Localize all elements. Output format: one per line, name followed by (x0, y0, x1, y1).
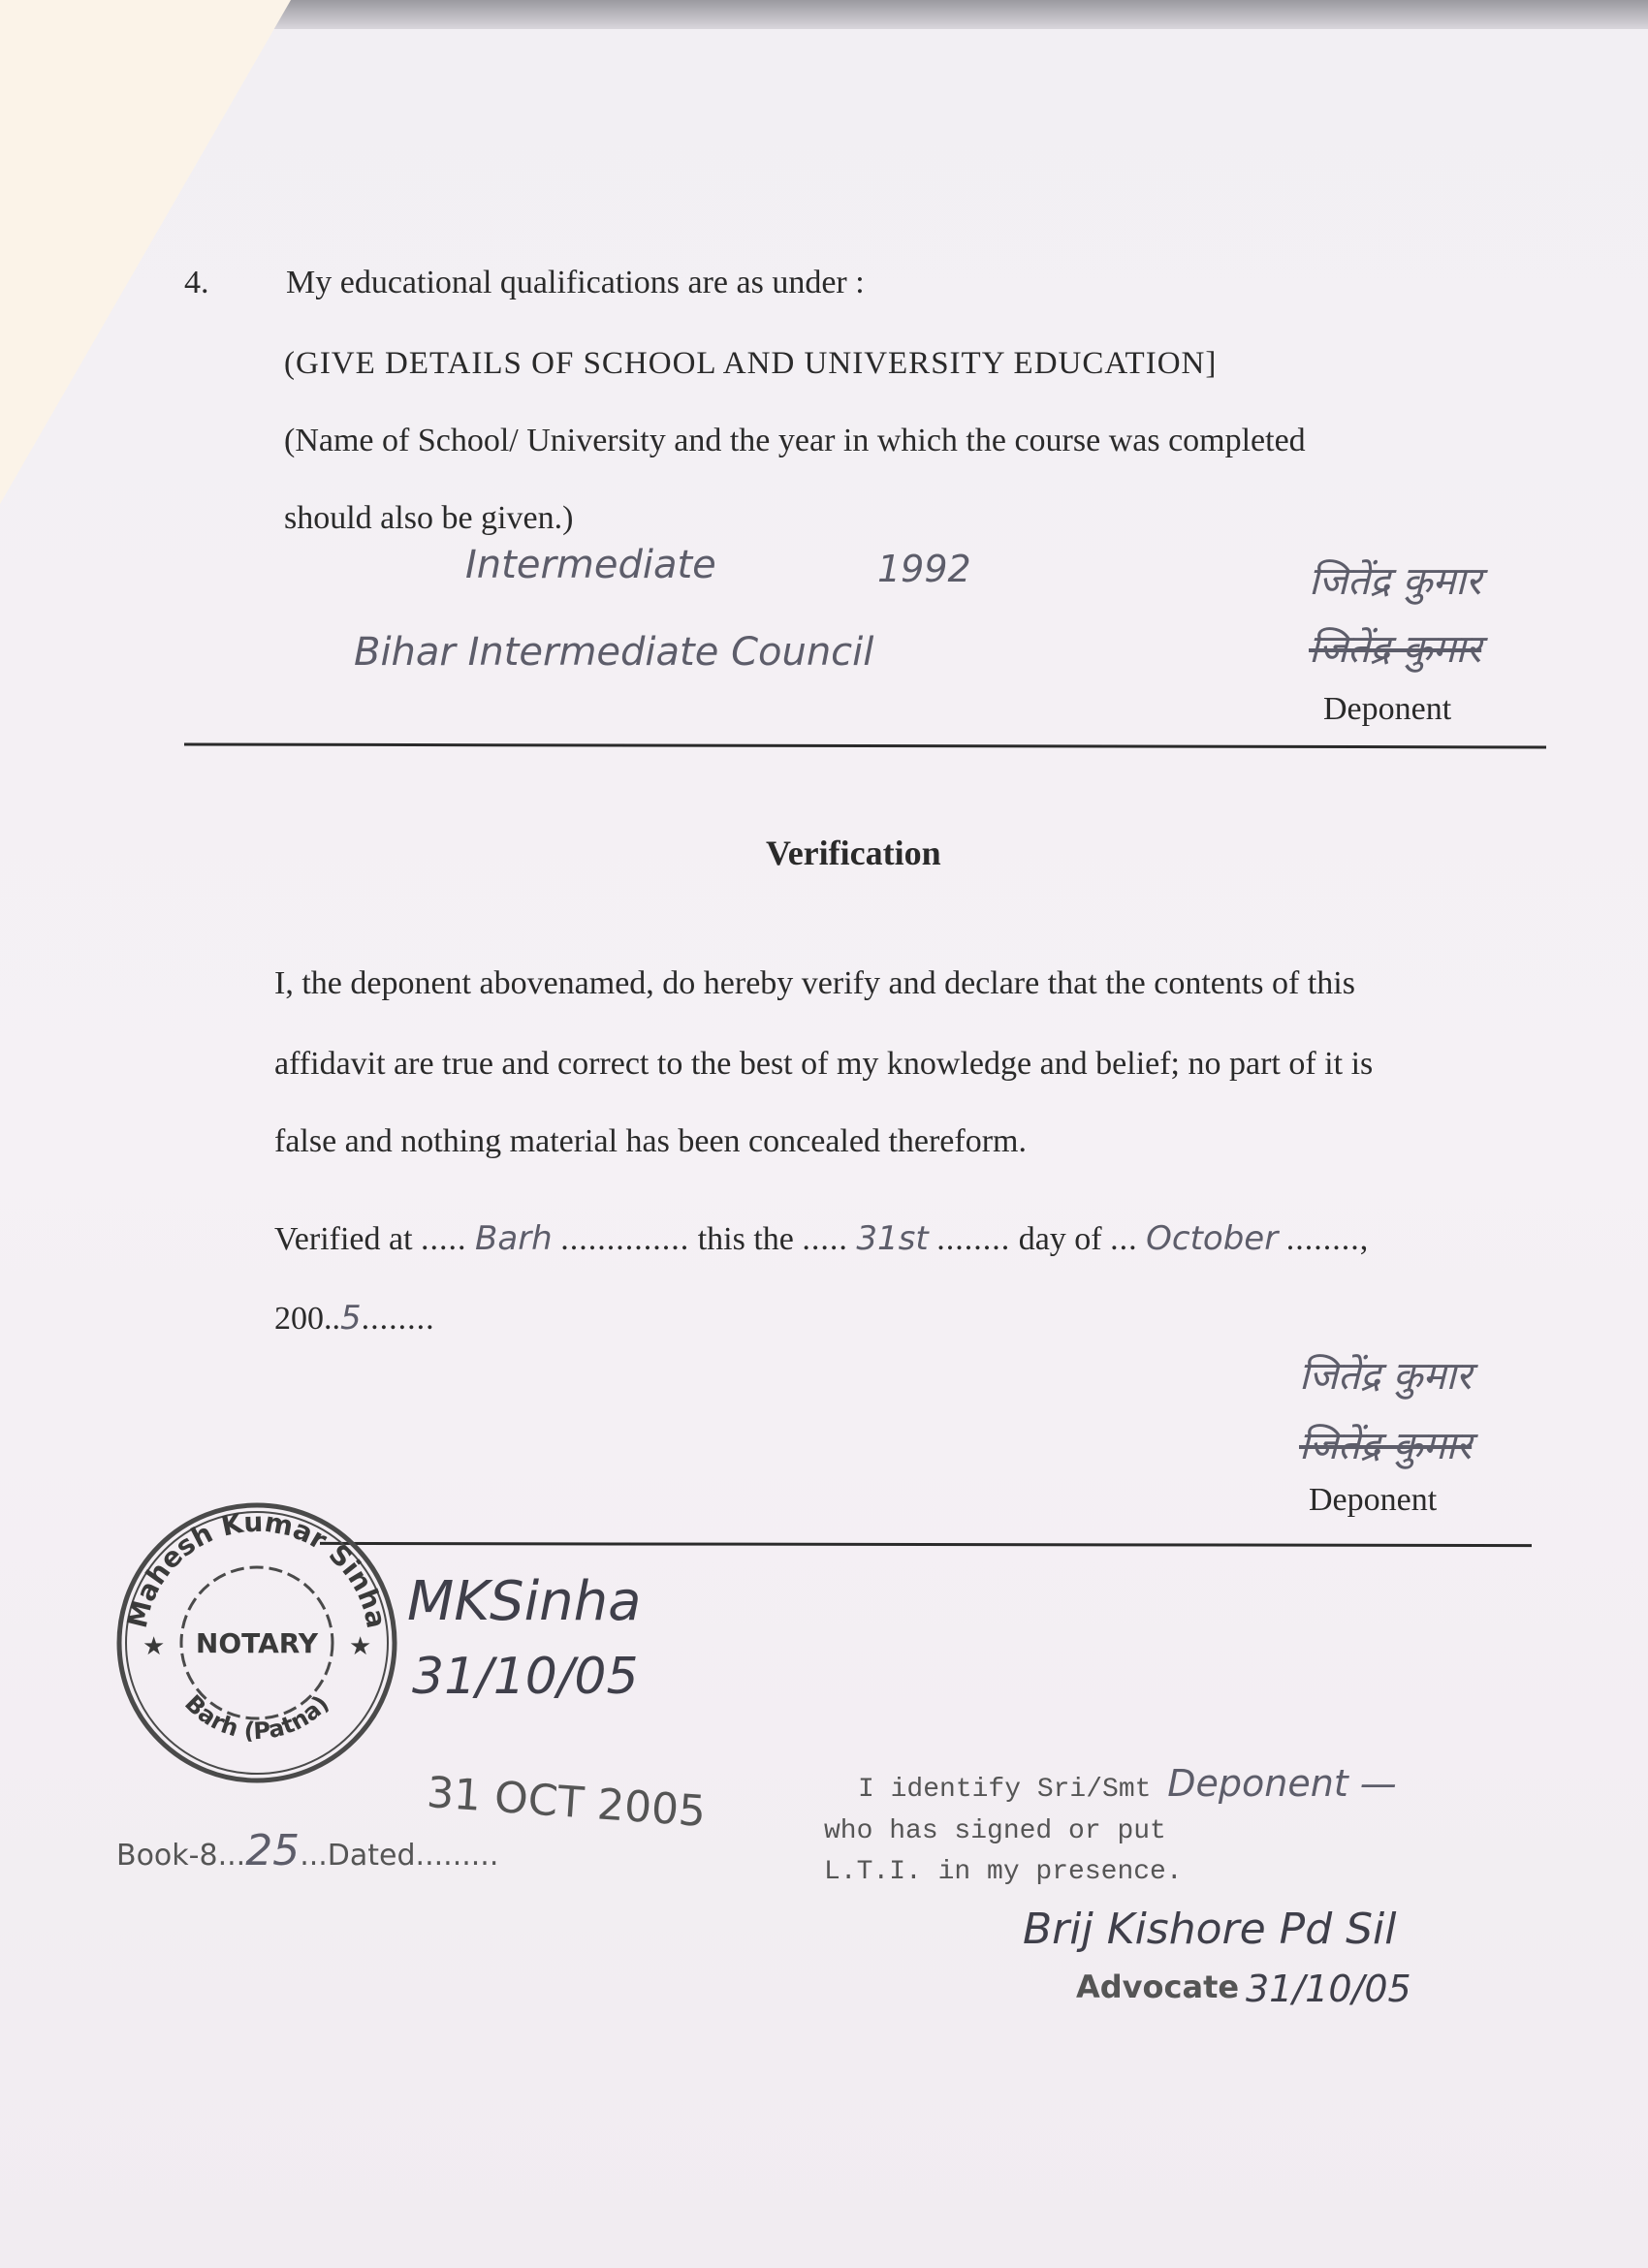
notary-seal (111, 1497, 402, 1788)
signature-3: जितेंद्र कुमार (1299, 1354, 1473, 1399)
verified-at-dots-2: .............. (560, 1221, 690, 1257)
seal-name: Mahesh Kumar Sinha (120, 1505, 394, 1631)
star-right-icon: ★ (349, 1632, 372, 1661)
advocate-signature: Brij Kishore Pd Sil (1023, 1905, 1397, 1954)
day-dots-2: ........ (936, 1221, 1011, 1257)
advocate-label: Advocate (1076, 1969, 1240, 2005)
verification-line-3: false and nothing material has been concealed thereform. (274, 1123, 1027, 1159)
identify-name: Deponent — (1167, 1762, 1397, 1805)
book-label: Book-8... (116, 1839, 246, 1873)
verification-line-2: affidavit are true and correct to the best of my knowledge and belief; no part of it is (274, 1046, 1374, 1082)
verified-at-label: Verified at (274, 1221, 413, 1257)
dated-label: ...Dated......... (300, 1839, 499, 1873)
signature-1: जितेंद्र कुमार (1309, 559, 1482, 604)
verification-title: Verification (766, 834, 941, 872)
verification-line-1: I, the deponent abovenamed, do hereby verify and declare that the contents of this (274, 965, 1355, 1001)
day-of-label: day of (1018, 1221, 1102, 1257)
this-the-label: this the (697, 1221, 794, 1257)
folded-corner (0, 0, 291, 504)
section-divider (184, 743, 1546, 749)
signature-2: जितेंद्र कुमार (1309, 627, 1482, 672)
month-dots: ... (1110, 1221, 1138, 1257)
item-number: 4. (184, 265, 209, 300)
deponent-label-1: Deponent (1323, 691, 1452, 727)
identify-label: I identify Sri/Smt (858, 1775, 1168, 1805)
handwritten-qualification: Intermediate (465, 543, 716, 587)
verified-at-dots: ..... (421, 1221, 467, 1257)
verified-at-line (274, 1219, 1369, 1259)
give-details-line: (GIVE DETAILS OF SCHOOL AND UNIVERSITY EDUCATION] (284, 346, 1218, 381)
year-prefix: 200.. (274, 1301, 340, 1337)
verified-month: October (1146, 1219, 1279, 1258)
qualification-heading: My educational qualifications are as under : (286, 265, 865, 300)
verified-day: 31st (856, 1219, 929, 1258)
identify-line (858, 1764, 1397, 1810)
book-number: 25 (245, 1826, 301, 1875)
month-dots-2: ........, (1285, 1221, 1370, 1257)
book-dated-line (116, 1826, 499, 1875)
date-stamp: 31 OCT 2005 (425, 1768, 708, 1837)
star-left-icon: ★ (143, 1632, 166, 1661)
top-paper-strip (271, 0, 1648, 29)
presence-line: L.T.I. in my presence. (824, 1857, 1183, 1887)
should-also-line: should also be given.) (284, 500, 574, 536)
year-line (274, 1299, 435, 1339)
lower-divider (320, 1542, 1532, 1547)
notary-sign-date: 31/10/05 (412, 1648, 639, 1706)
handwritten-board: Bihar Intermediate Council (354, 630, 874, 675)
day-dots: ..... (802, 1221, 848, 1257)
signed-line: who has signed or put (824, 1816, 1166, 1846)
signature-4: जितेंद्र कुमार (1299, 1424, 1473, 1468)
notary-signature: MKSinha (407, 1570, 642, 1633)
advocate-date: 31/10/05 (1246, 1968, 1411, 2010)
seal-place: Barh (Patna) (179, 1689, 334, 1746)
year-dots: ........ (361, 1301, 435, 1337)
seal-title: NOTARY (195, 1627, 319, 1659)
verified-place: Barh (475, 1219, 553, 1258)
handwritten-year: 1992 (877, 548, 971, 590)
name-of-school-line: (Name of School/ University and the year in which the course was completed (284, 423, 1306, 458)
year-digit: 5 (340, 1299, 362, 1338)
deponent-label-2: Deponent (1309, 1482, 1438, 1518)
